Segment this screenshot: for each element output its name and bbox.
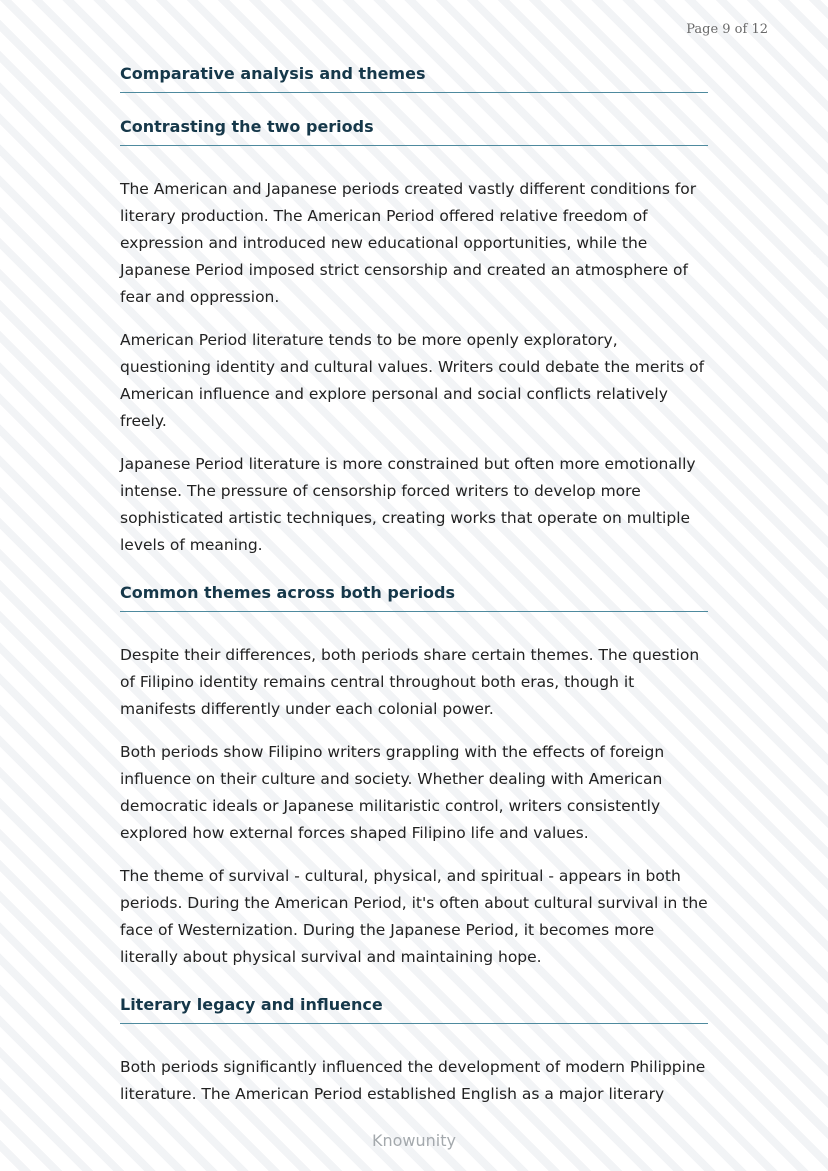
brand-footer: Knowunity (372, 1131, 456, 1150)
page-number: Page 9 of 12 (686, 22, 768, 37)
document-content (120, 60, 708, 1108)
paragraph-common-2: Both periods show Filipino writers grappling with the effects of foreign influence on their culture and society. Whether dealing with American democratic ideals or Japanese militaristic control, writers consistently explored how external forces shaped Filipino life and values. (120, 743, 665, 842)
paragraph-common-3: The theme of survival - cultural, physical, and spiritual - appears in both periods. During the American Period, it's often about cultural survival in the face of Westernization. During the Japanese Period, it becomes more literally about physical survival and maintaining hope. (120, 867, 708, 966)
paragraph-contrast-3: Japanese Period literature is more constrained but often more emotionally intense. The pressure of censorship forced writers to develop more sophisticated artistic techniques, creating works that operate on multiple levels of meaning. (120, 455, 696, 554)
paragraph-common-1: Despite their differences, both periods share certain themes. The question of Filipino identity remains central throughout both eras, though it manifests differently under each colonial power. (120, 646, 700, 718)
heading-comparative-analysis: Comparative analysis and themes (120, 60, 708, 93)
heading-common-themes: Common themes across both periods (120, 579, 708, 612)
heading-contrasting-periods: Contrasting the two periods (120, 113, 708, 146)
paragraph-contrast-1: The American and Japanese periods created vastly different conditions for literary production. The American Period offered relative freedom of expression and introduced new educational opportunities, while the Japanese Period imposed strict censorship and created an atmosphere of fear and oppression. (120, 180, 697, 306)
paragraph-contrast-2: American Period literature tends to be more openly exploratory, questioning identity and cultural values. Writers could debate the merits of American influence and explore personal and social conflicts relatively freely. (120, 331, 705, 430)
heading-literary-legacy: Literary legacy and influence (120, 991, 708, 1024)
paragraph-legacy-1: Both periods significantly influenced the development of modern Philippine literature. The American Period established English as a major literary (120, 1058, 706, 1103)
